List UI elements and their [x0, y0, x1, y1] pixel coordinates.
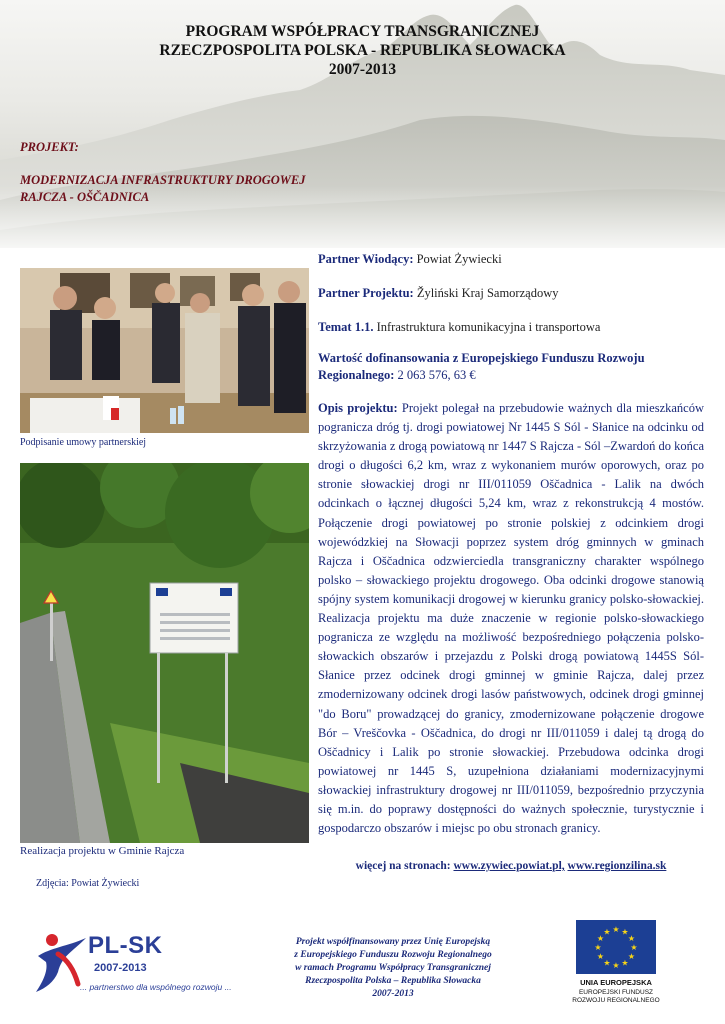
cofinancing-line: 2007-2013 — [372, 989, 414, 999]
project-partner — [318, 284, 704, 303]
more-info-links — [318, 860, 704, 872]
page-header — [0, 0, 725, 248]
project-name-line: MODERNIZACJA INFRASTRUKTURY DROGOWEJ — [20, 173, 306, 187]
project-partner-label: Partner Projektu: — [318, 286, 414, 300]
cofinancing-line: Rzeczpospolita Polska – Republika Słowacka — [305, 976, 481, 986]
project-name-line: RAJCZA - OŠČADNICA — [20, 190, 150, 204]
program-title-line: PROGRAM WSPÓŁPRACY TRANSGRANICZNEJ — [185, 23, 540, 40]
svg-text:★: ★ — [627, 952, 636, 961]
svg-text:★: ★ — [612, 961, 620, 970]
svg-text:★: ★ — [603, 927, 611, 937]
svg-text:★: ★ — [603, 958, 611, 968]
theme — [318, 318, 704, 337]
description-text: Projekt polegał na przebudowie ważnych dla mieszkańców pogranicza dróg tj. drogi powiatowej Nr 1445 S Sól - Słanice na odcinku od skrzyżowania z drogą powiatową nr 1447 S Rajcza - Sól –Zwardoń do końca drogi o długości 6,2 km, wraz z wykonaniem murów oporowych, oraz po stronie słowackiej drogi nr III/011059 Oščadnica - Lalik na dwóch odcinkach o łącznej długości 5,24 km, wraz z rekonstrukcją 4 mostów. Połączenie drogi powiatowej po stronie polskiej z odcinkiem drogi wojewódzkiej na Słowacji poprzez system dróg gminnych w gminach Rajcza i Oščadnica odzwierciedla transgraniczny charakter wspólnego polsko – słowackiego projektu drogowego. Oba odcinki drogowe stanowią spójny system komunikacji drogowej w kierunku granicy polsko-słowackiej. Realizacja projektu ma duże znaczenie w regionie polsko-słowackiego pogranicza ze względu na możliwość bezpośredniego połączenia polsko-słowackich obszarów i przejazdu z Polski drogą powiatową 1445S Sól-Słanice przez odcinek drogi gminnej w gminie Rajcza, dalej przez zmodernizowany odcinek drogi lasów państwowych, odcinek drogi gminnej "do Boru" prowadzącej do granicy, zmodernizowane połączenie drogowe Bór – Vreščovka - Oščadnica, do drogi nr III/011059 i dalej tą drogą do Oščadnicy i Lalik po stronie słowackiej. Przebudowa odcinka drogi powiatowej nr 1445 S, uzupełniona działaniami modernizacyjnymi słowackiej infrastruktury drogowej nr III/011059, bezpośrednio przyczynia się m.in. do poprawy dostępności do ważnych społecznie, turystycznie i gospodarczo obszarów i miejsc po obu stronach granicy. — [318, 401, 704, 836]
photo-credit: Zdjęcia: Powiat Żywiecki — [36, 878, 140, 889]
cofinancing-line: z Europejskiego Funduszu Rozwoju Regionalnego — [294, 950, 492, 960]
funding-value — [318, 350, 704, 384]
eu-fund-line: ROZWOJU REGIONALNEGO — [572, 997, 660, 1004]
pl-sk-logo-years: 2007-2013 — [94, 962, 147, 974]
program-title — [0, 22, 725, 79]
svg-text:★: ★ — [596, 952, 605, 961]
svg-text:★: ★ — [594, 943, 602, 952]
lead-partner — [318, 250, 704, 269]
theme-label: Temat 1.1. — [318, 320, 374, 334]
svg-text:★: ★ — [612, 925, 620, 934]
program-title-line: 2007-2013 — [328, 61, 397, 78]
photo-caption: Podpisanie umowy partnerskiej — [20, 437, 147, 448]
svg-text:★: ★ — [596, 934, 605, 943]
pl-sk-logo-main: PL-SK — [88, 932, 163, 959]
eu-logo — [568, 920, 664, 1008]
svg-text:★: ★ — [621, 958, 629, 968]
eu-stars-icon — [576, 920, 656, 974]
lead-partner-value: Powiat Żywiecki — [413, 252, 502, 266]
svg-text:★: ★ — [621, 927, 629, 937]
pl-sk-program-logo — [28, 926, 268, 1004]
description-label: Opis projektu: — [318, 401, 398, 415]
region-zilina-link[interactable]: www.regionzilina.sk — [567, 860, 667, 872]
cofinancing-line: w ramach Programu Współpracy Transgranicznej — [295, 963, 491, 973]
funding-amount: 2 063 576, 63 € — [394, 368, 476, 382]
cofinancing-line: Projekt współfinansowany przez Unię Europejską — [295, 937, 491, 947]
eu-fund-name — [568, 989, 664, 1005]
powiat-website-link[interactable]: www.zywiec.powiat.pl, — [453, 860, 565, 872]
funding-label: Wartość dofinansowania z Europejskiego Funduszu Rozwoju Regionalnego: — [318, 351, 645, 382]
signing-ceremony-photo — [20, 268, 309, 433]
project-name — [20, 172, 305, 206]
cofinancing-statement — [268, 936, 518, 1001]
photo-caption: Realizacja projektu w Gminie Rajcza — [20, 845, 185, 857]
eu-title: UNIA EUROPEJSKA — [580, 978, 652, 987]
pl-sk-logo-tagline: ... partnerstwo dla wspólnego rozwoju ... — [80, 982, 232, 992]
more-info-prefix: więcej na stronach: — [355, 860, 454, 872]
project-partner-value: Žyliński Kraj Samorządowy — [413, 286, 559, 300]
svg-text:★: ★ — [630, 943, 638, 952]
road-construction-photo — [20, 463, 309, 843]
eu-flag-icon — [576, 920, 656, 974]
eu-fund-line: EUROPEJSKI FUNDUSZ — [578, 989, 654, 996]
lead-partner-label: Partner Wiodący: — [318, 252, 414, 266]
theme-value: Infrastruktura komunikacyjna i transportowa — [373, 320, 601, 334]
program-title-line: RZECZPOSPOLITA POLSKA - REPUBLIKA SŁOWACKA — [159, 42, 566, 59]
project-label: PROJEKT: — [20, 140, 79, 154]
svg-text:★: ★ — [627, 934, 636, 943]
project-description — [318, 399, 704, 838]
